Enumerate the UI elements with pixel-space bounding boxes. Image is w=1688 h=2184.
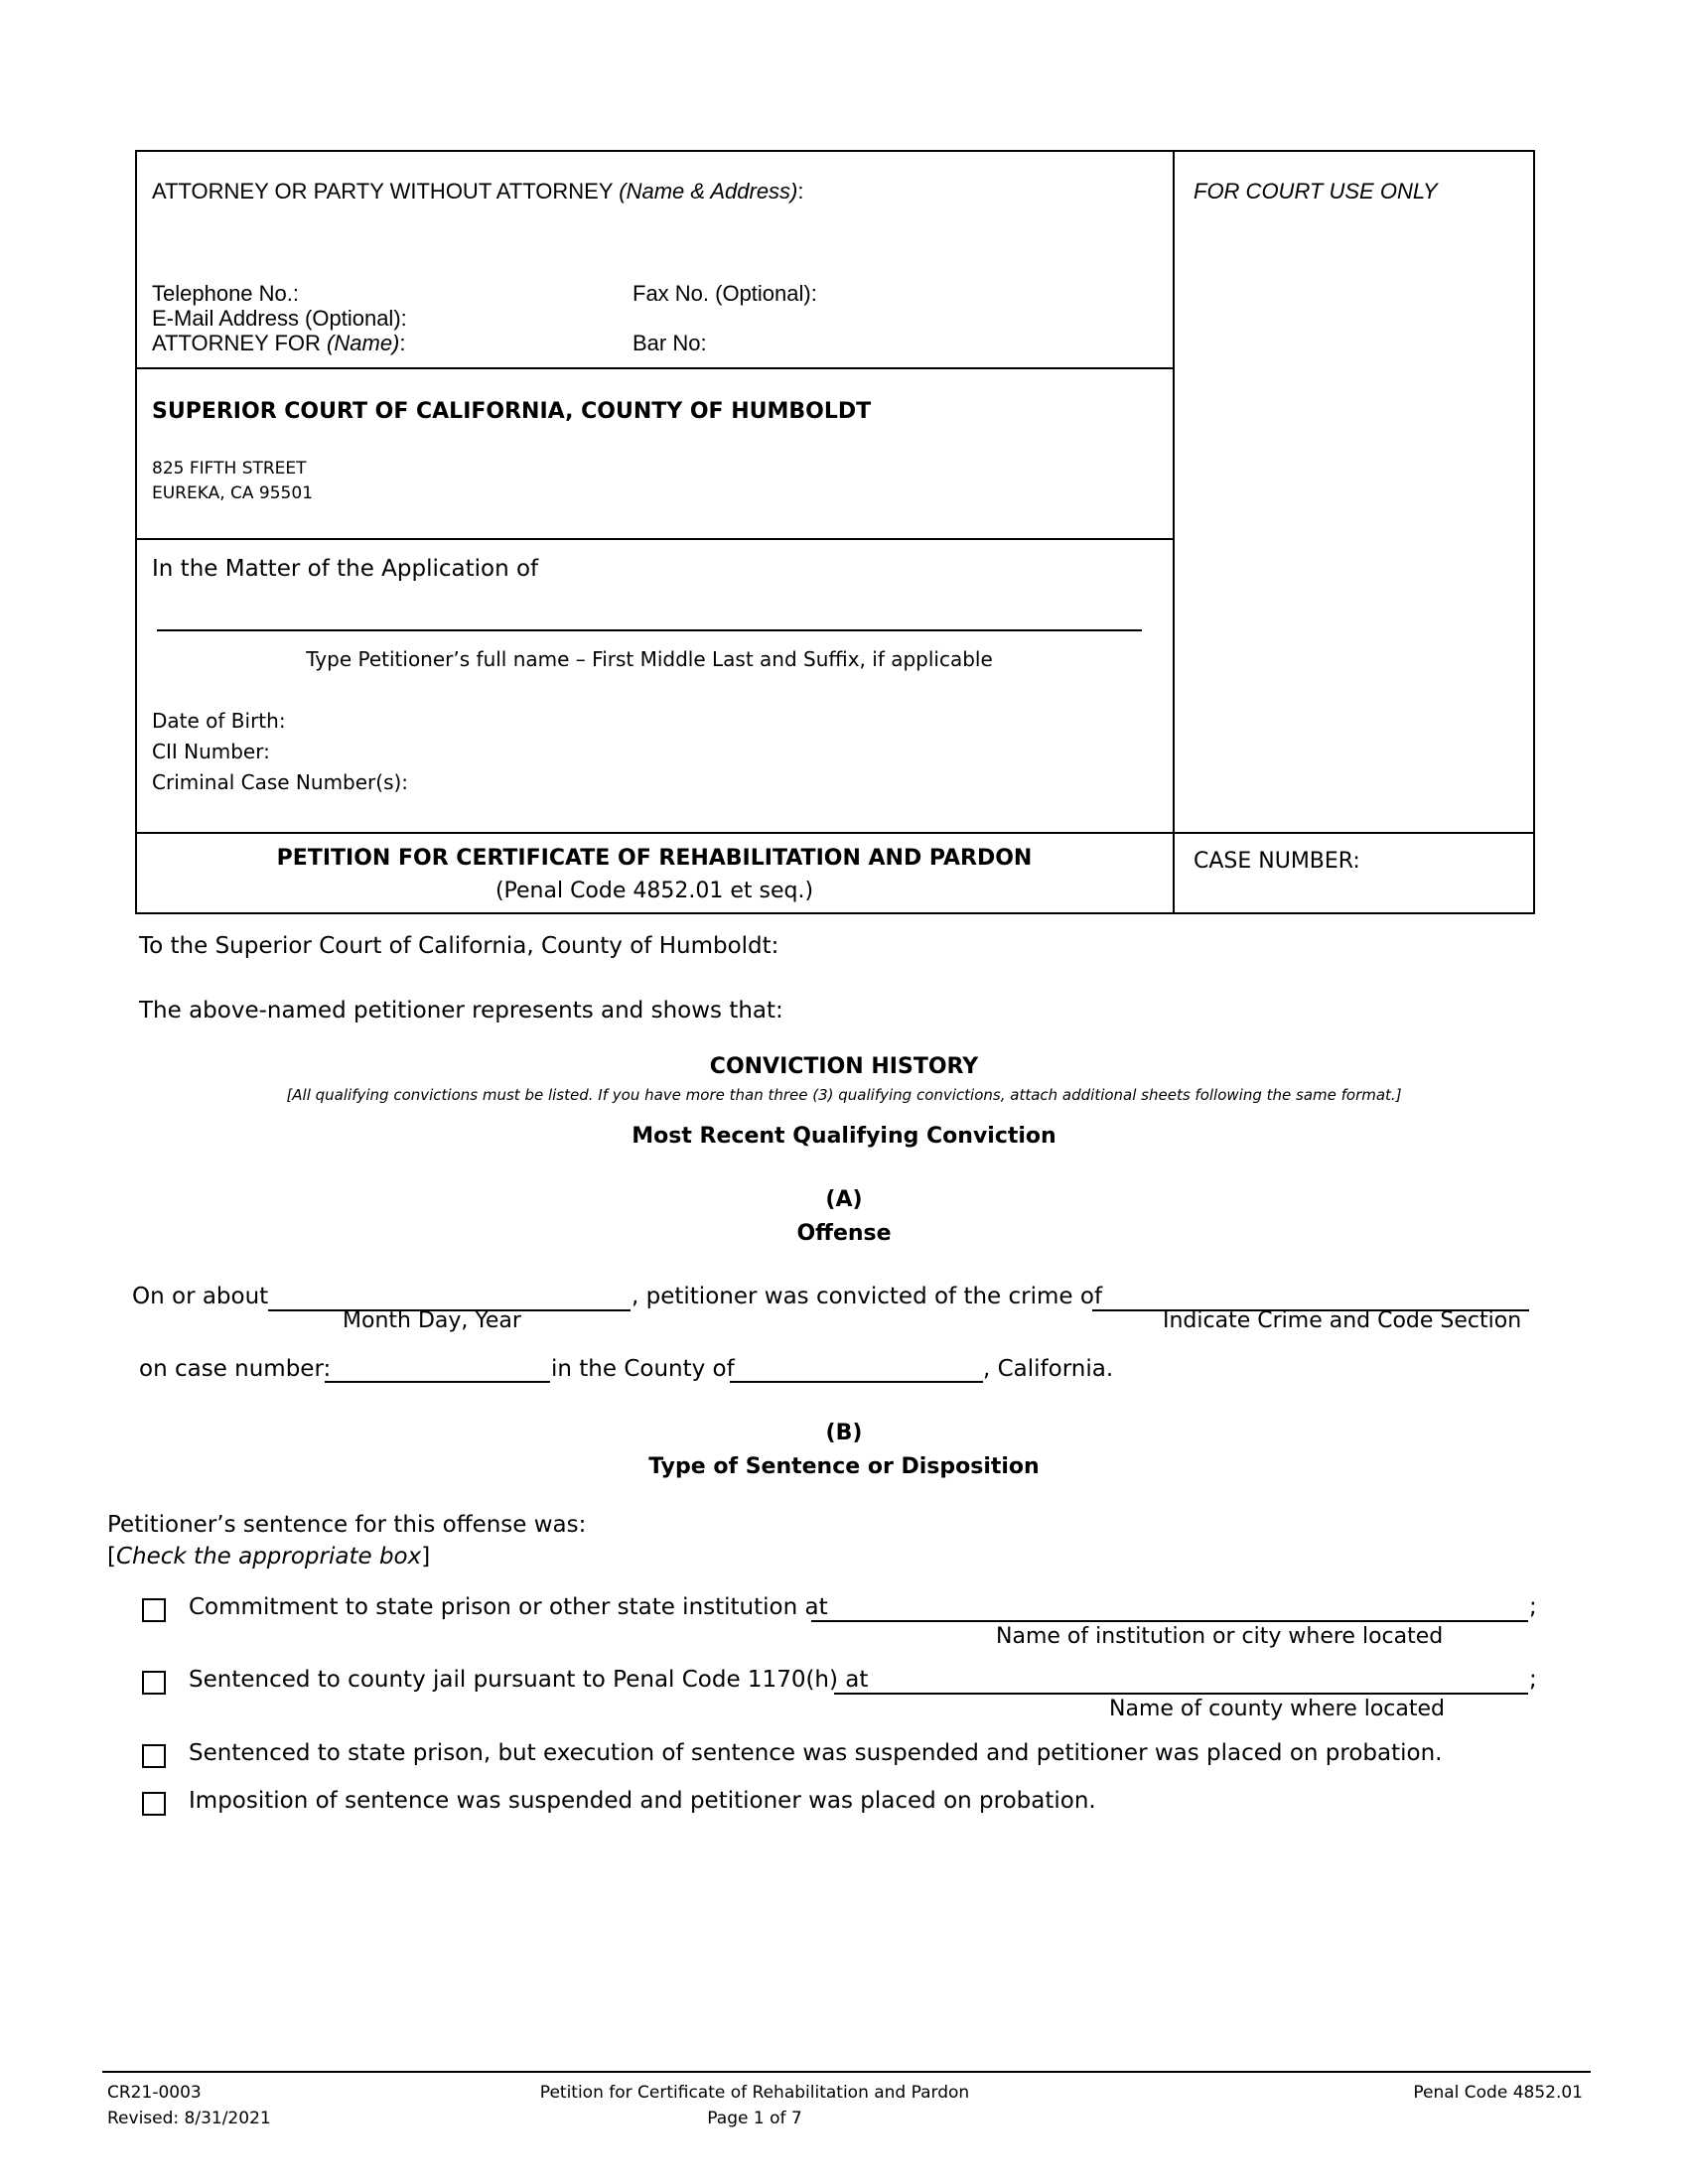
footer-rule (102, 2071, 1591, 2073)
checkbox-state-prison-commitment[interactable] (142, 1598, 166, 1622)
case-number-label: CASE NUMBER: (1194, 849, 1360, 874)
header-column-divider (1173, 150, 1175, 914)
county-jail-caption: Name of county where located (1109, 1697, 1446, 1721)
to-court-text: To the Superior Court of California, County of Humboldt: (139, 933, 779, 959)
header-outer-box (135, 150, 1535, 914)
crime-caption: Indicate Crime and Code Section (1163, 1308, 1522, 1333)
option-state-prison-commitment: Commitment to state prison or other state institution at (189, 1594, 828, 1620)
case-numbers-label: Criminal Case Number(s): (152, 770, 409, 794)
option-suspended-execution: Sentenced to state prison, but execution of sentence was suspended and petitioner was placed on probation. (189, 1740, 1443, 1766)
conviction-history-title: CONVICTION HISTORY (709, 1054, 979, 1079)
court-name: SUPERIOR COURT OF CALIFORNIA, COUNTY OF HUMBOLDT (152, 399, 872, 424)
case-number-line[interactable] (325, 1381, 550, 1383)
convicted-text: , petitioner was convicted of the crime of (632, 1284, 1103, 1309)
petition-subtitle: (Penal Code 4852.01 et seq.) (494, 879, 814, 903)
semicolon-1: ; (1529, 1594, 1537, 1620)
option-county-jail: Sentenced to county jail pursuant to Penal Code 1170(h) at (189, 1667, 869, 1693)
institution-caption: Name of institution or city where located (996, 1624, 1444, 1649)
footer-page: Page 1 of 7 (707, 2109, 802, 2128)
dob-label: Date of Birth: (152, 709, 286, 733)
checkbox-suspended-execution[interactable] (142, 1744, 166, 1768)
section-b-letter: (B) (825, 1421, 863, 1445)
footer-form-number: CR21-0003 (107, 2083, 202, 2103)
attorney-for-label: ATTORNEY FOR (Name): (152, 331, 406, 355)
petitioner-name-caption: Type Petitioner’s full name – First Middle Last and Suffix, if applicable (306, 647, 993, 671)
most-recent-title: Most Recent Qualifying Conviction (632, 1124, 1056, 1149)
footer-form-title: Petition for Certificate of Rehabilitation and Pardon (539, 2083, 970, 2103)
divider-court-matter (135, 538, 1174, 540)
bar-no-label: Bar No: (633, 331, 707, 355)
on-or-about-text: On or about (132, 1284, 269, 1309)
county-jail-line[interactable] (834, 1693, 1528, 1695)
institution-line[interactable] (811, 1620, 1528, 1622)
petitioner-name-line[interactable] (157, 629, 1142, 631)
court-city: EUREKA, CA 95501 (152, 483, 314, 503)
california-text: , California. (983, 1356, 1114, 1382)
matter-label: In the Matter of the Application of (152, 556, 539, 582)
month-day-year-caption: Month Day, Year (343, 1308, 521, 1333)
email-label: E-Mail Address (Optional): (152, 306, 407, 331)
county-text: in the County of (551, 1356, 735, 1382)
option-suspended-imposition: Imposition of sentence was suspended and petitioner was placed on probation. (189, 1788, 1096, 1814)
footer-revised: Revised: 8/31/2021 (107, 2109, 271, 2128)
section-a-letter: (A) (825, 1187, 863, 1212)
case-number-text: on case number: (139, 1356, 332, 1382)
divider-attorney-court (135, 367, 1174, 369)
footer-code: Penal Code 4852.01 (1413, 2083, 1583, 2103)
section-a-title: Offense (796, 1221, 892, 1246)
divider-title-row (135, 832, 1535, 834)
checkbox-suspended-imposition[interactable] (142, 1792, 166, 1816)
represents-text: The above-named petitioner represents and shows that: (139, 998, 783, 1024)
court-street: 825 FIFTH STREET (152, 459, 307, 478)
conviction-history-note: [All qualifying convictions must be listed. If you have more than three (3) qualifying convictions, attach additional sheets following the same format.] (286, 1086, 1402, 1104)
attorney-label: ATTORNEY OR PARTY WITHOUT ATTORNEY (Name & Address): (152, 179, 804, 204)
telephone-label: Telephone No.: (152, 281, 299, 306)
county-line[interactable] (730, 1381, 983, 1383)
check-box-instruction: [Check the appropriate box] (107, 1544, 431, 1570)
fax-label: Fax No. (Optional): (633, 281, 817, 306)
semicolon-2: ; (1529, 1667, 1537, 1693)
court-use-only-label: FOR COURT USE ONLY (1194, 179, 1438, 204)
checkbox-county-jail[interactable] (142, 1671, 166, 1695)
section-b-title: Type of Sentence or Disposition (648, 1454, 1040, 1479)
cii-label: CII Number: (152, 740, 270, 763)
petition-title: PETITION FOR CERTIFICATE OF REHABILITATION AND PARDON (276, 846, 1033, 871)
sentence-intro: Petitioner’s sentence for this offense was: (107, 1512, 587, 1538)
